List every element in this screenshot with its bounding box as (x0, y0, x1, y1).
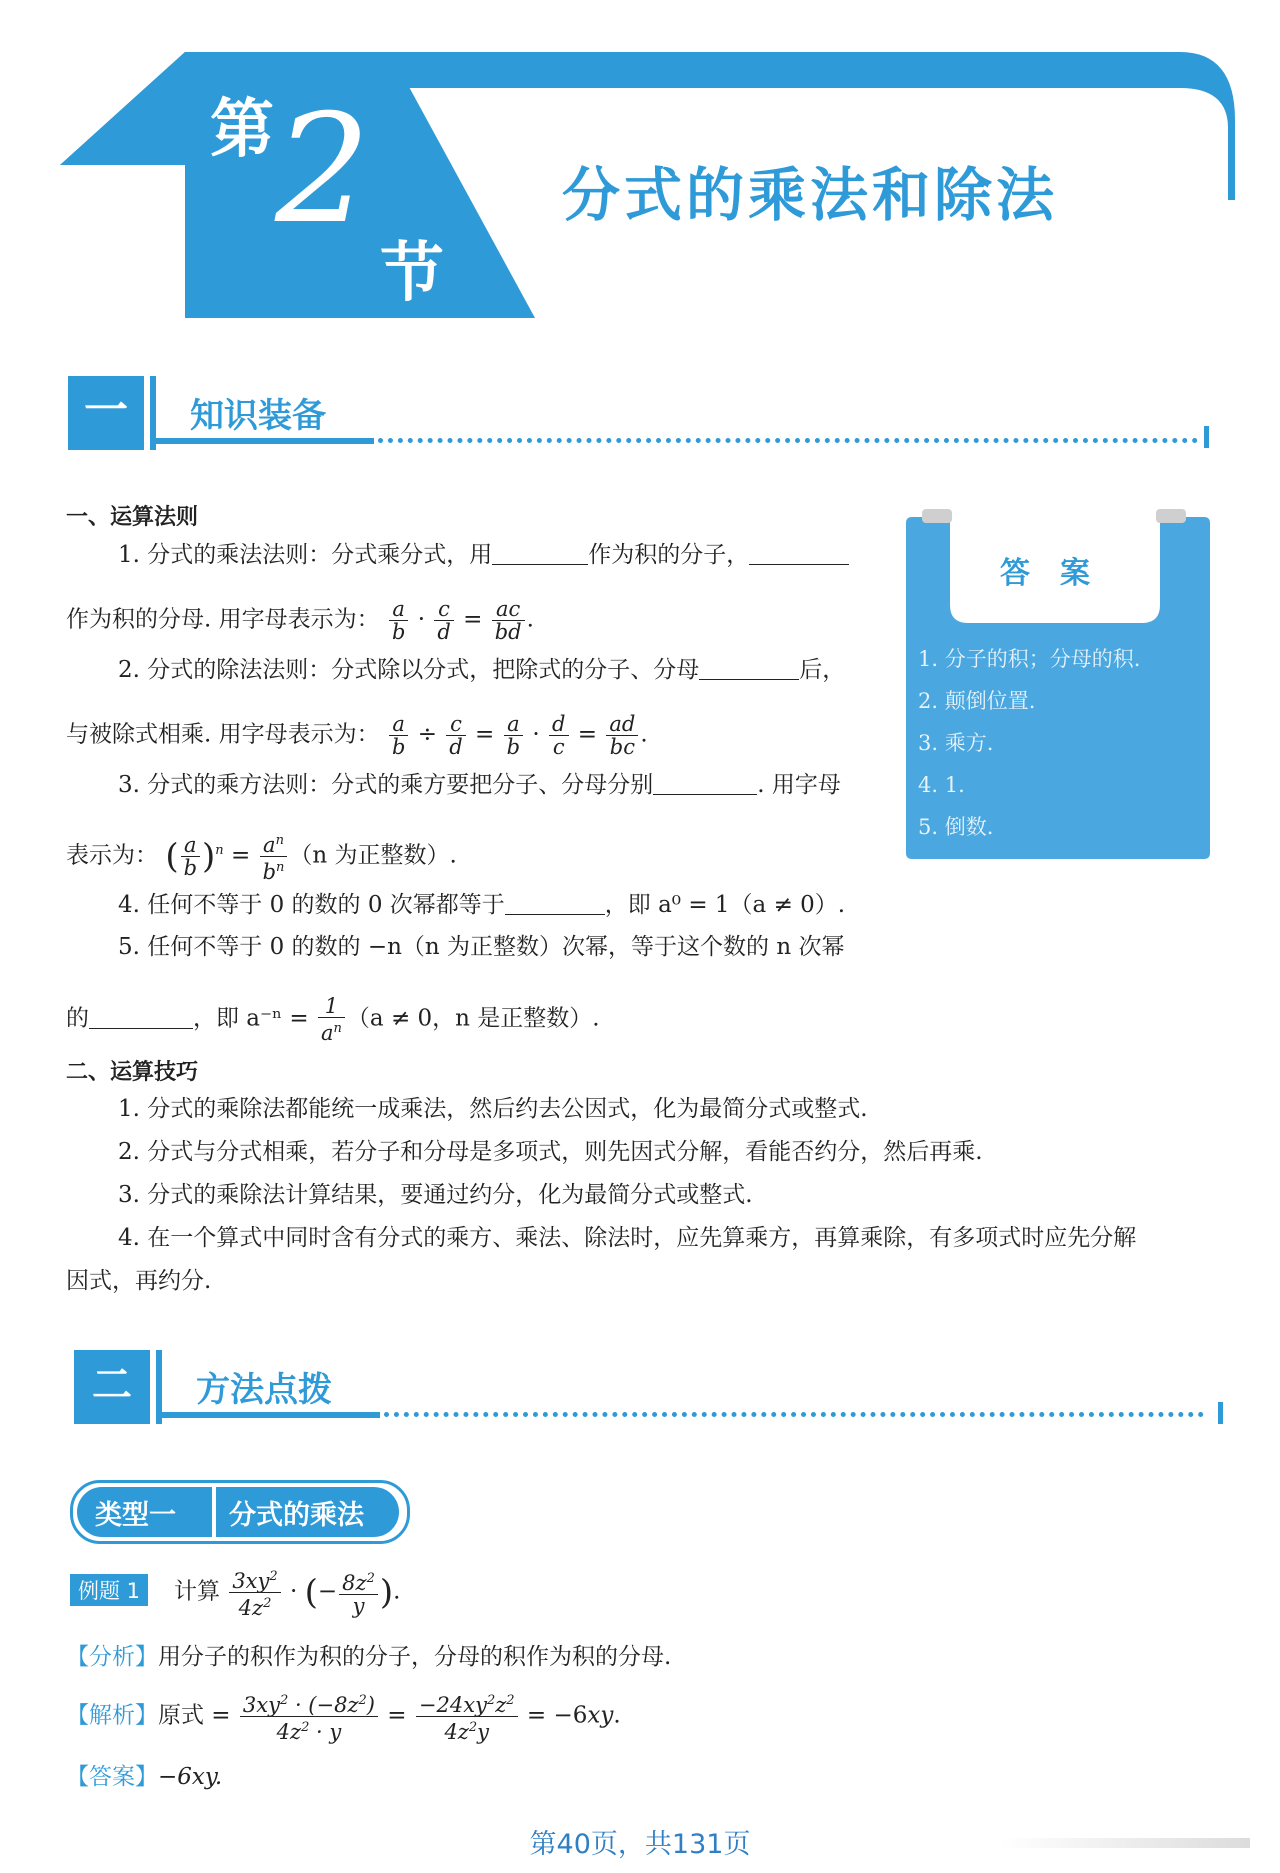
part1-underline (156, 438, 374, 444)
blank-1[interactable] (492, 544, 588, 565)
fraction: $\frac{a}{b}$ (389, 713, 408, 758)
page-title: 分式的乘法和除法 (562, 161, 1059, 229)
tip-2: 2. 分式与分式相乘，若分子和分母是多项式，则先因式分解，看能否约分，然后再乘. (118, 1139, 983, 1165)
rule-3-line1: 3. 分式的乘方法则：分式的乘方要把分子、分母分别 . 用字母 (118, 772, 841, 798)
tip-4-line1: 4. 在一个算式中同时含有分式的乘方、乘法、除法时，应先算乘方，再算乘除，有多项式时应先分解 (118, 1225, 1137, 1251)
section-prefix: 第 (210, 93, 274, 167)
fraction: $\frac{1}{a^n}$ (318, 995, 345, 1044)
rule-5-line2: 的 ，即 a⁻ⁿ = $\frac{1}{a^n}$ （a ≠ 0，n 是正整数）. (66, 994, 600, 1045)
blank-6[interactable] (89, 1008, 193, 1029)
fraction: $\frac{a}{b}$ (181, 834, 200, 879)
part1-title: 知识装备 (190, 396, 326, 436)
answer-item: 1. 分子的积；分母的积. (918, 647, 1141, 671)
example-question: 计算 $\frac{3xy^2}{4z^2}$ · (− $\frac{8z^2}{y}$ ). (174, 1566, 400, 1619)
rule-3-line2: 表示为： ( $\frac{a}{b}$ )$^n$ = $\frac{a^n}{b^n}$ （n 为正整数）. (66, 830, 457, 883)
scanner-shadow (1000, 1838, 1250, 1848)
fraction: $\frac{ad}{bc}$ (606, 713, 638, 758)
section-suffix: 节 (380, 237, 444, 311)
answer-item: 4. 1. (918, 773, 965, 797)
answer-tag: 【答案】 (66, 1764, 158, 1790)
analysis-tag: 【分析】 (66, 1644, 158, 1670)
blank-5[interactable] (505, 894, 605, 915)
rule-1-line2: 作为积的分母. 用字母表示为： $\frac{a}{b}$ · $\frac{c}{d}$ = $\frac{ac}{bd}$ . (66, 597, 534, 644)
part2-title: 方法点拨 (196, 1370, 332, 1410)
fraction: $\frac{3xy^2 \cdot (-8z^2)}{4z^2 \cdot y}$ (240, 1690, 378, 1743)
fraction: $\frac{3xy^2}{4z^2}$ (229, 1566, 280, 1619)
tip-3: 3. 分式的乘除法计算结果，要通过约分，化为最简分式或整式. (118, 1182, 753, 1208)
part2-dotted-line (384, 1412, 1204, 1417)
blank-2[interactable] (749, 544, 849, 565)
example-solution: 【解析】原式 = $\frac{3xy^2 \cdot (-8z^2)}{4z^2 \cdot y}$ = $\frac{-24xy^2z^2}{4z^2y}$ = −6xy. (66, 1690, 621, 1743)
tips-heading: 二、运算技巧 (66, 1060, 199, 1085)
fraction: $\frac{ac}{bd}$ (492, 598, 525, 643)
example-badge: 例题 1 (70, 1574, 148, 1606)
fraction: $\frac{c}{d}$ (434, 598, 453, 643)
solution-tag: 【解析】 (66, 1702, 158, 1729)
fraction: $\frac{c}{d}$ (446, 713, 465, 758)
page-footer: 第40页，共131页 (529, 1829, 751, 1860)
answer-list (918, 638, 1140, 848)
fraction: $\frac{a^n}{b^n}$ (260, 830, 288, 883)
example-analysis: 【分析】用分子的积作为积的分子，分母的积作为积的分母. (66, 1644, 672, 1670)
section-number: 2 (275, 83, 371, 257)
blank-4[interactable] (653, 774, 757, 795)
rule-2-line2: 与被除式相乘. 用字母表示为： $\frac{a}{b}$ ÷ $\frac{c}{d}$ = $\frac{a}{b}$ · $\frac{d}{c}$ = $\frac{ad}{bc}$ . (66, 712, 648, 759)
rule-2-line1: 2. 分式的除法法则：分式除以分式，把除式的分子、分母 后， (118, 657, 846, 683)
type-pill (70, 1480, 410, 1544)
type-label: 类型一 (95, 1500, 176, 1531)
answer-item: 3. 乘方. (918, 731, 994, 755)
blank-3[interactable] (699, 659, 799, 680)
tip-1: 1. 分式的乘除法都能统一成乘法，然后约去公因式，化为最简分式或整式. (118, 1096, 868, 1122)
fraction: $\frac{d}{c}$ (549, 713, 568, 758)
fraction: $\frac{-24xy^2z^2}{4z^2y}$ (416, 1690, 518, 1743)
fraction: $\frac{a}{b}$ (389, 598, 408, 643)
fraction: $\frac{a}{b}$ (504, 713, 523, 758)
type-title: 分式的乘法 (229, 1500, 364, 1531)
answer-box-title: 答 案 (1000, 556, 1090, 591)
example-answer: 【答案】−6xy. (66, 1764, 223, 1790)
answer-item: 5. 倒数. (918, 815, 994, 839)
part2-end-tick (1218, 1402, 1223, 1424)
part1-badge: 一 (68, 376, 144, 450)
tip-4-line2: 因式，再约分. (66, 1268, 212, 1294)
fraction: $\frac{8z^2}{y}$ (339, 1568, 378, 1617)
part2-underline (162, 1412, 380, 1418)
part1-end-tick (1204, 426, 1209, 448)
part1-dotted-line (378, 438, 1198, 443)
rule-5-line1: 5. 任何不等于 0 的数的 −n（n 为正整数）次幂，等于这个数的 n 次幂 (118, 934, 845, 960)
rule-1-line1: 1. 分式的乘法法则：分式乘分式，用 作为积的分子， (118, 540, 849, 570)
part2-badge: 二 (74, 1350, 150, 1424)
rules-heading: 一、运算法则 (66, 505, 199, 530)
rule-4: 4. 任何不等于 0 的数的 0 次幂都等于 ，即 a⁰ = 1（a ≠ 0）. (118, 892, 846, 918)
answer-item: 2. 颠倒位置. (918, 689, 1036, 713)
